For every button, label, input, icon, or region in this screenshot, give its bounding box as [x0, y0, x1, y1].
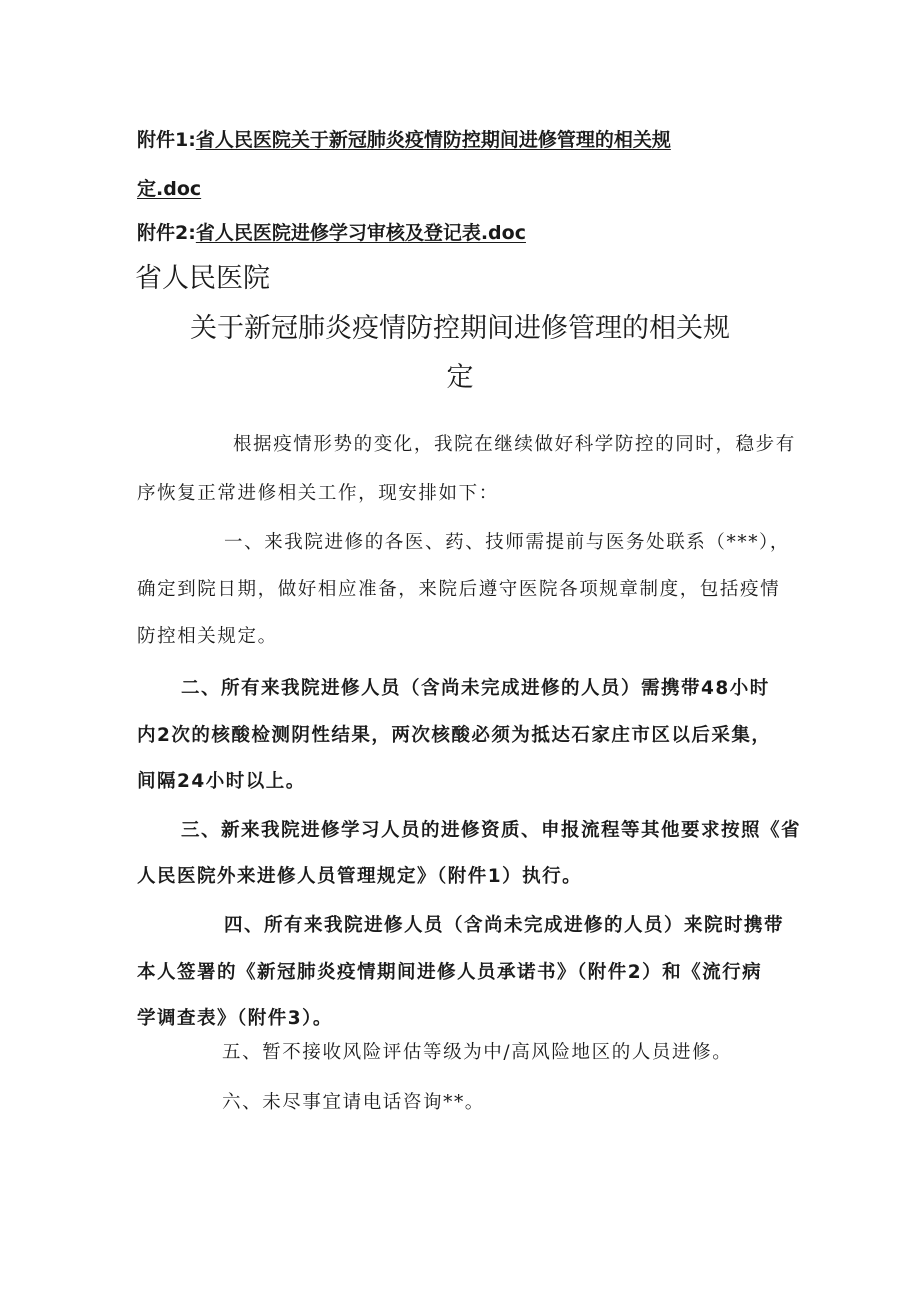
- intro-line-2: 序恢复正常进修相关工作，现安排如下：: [137, 483, 499, 504]
- attachment-1: [137, 127, 671, 153]
- attachment-1-link[interactable]: 省人民医院关于新冠肺炎疫情防控期间进修管理的相关规: [195, 129, 671, 151]
- item-2-line-3: 间隔24小时以上。: [137, 771, 306, 792]
- attachment-1-continued: [137, 176, 201, 202]
- attachment-2-link[interactable]: 省人民医院进修学习审核及登记表.doc: [195, 222, 526, 244]
- attachment-1-prefix: 附件1:: [137, 129, 196, 151]
- item-1-line-3: 防控相关规定。: [137, 626, 278, 647]
- item-1-line-1: 一、来我院进修的各医、药、技师需提前与医务处联系（***），: [224, 532, 791, 553]
- document-title-line-2: 定: [446, 362, 474, 393]
- item-3-line-1: 三、新来我院进修学习人员的进修资质、申报流程等其他要求按照《省: [181, 820, 802, 841]
- attachment-2: [137, 220, 526, 246]
- org-name: 省人民医院: [135, 263, 270, 294]
- item-1-line-2: 确定到院日期，做好相应准备，来院后遵守医院各项规章制度，包括疫情: [137, 579, 781, 600]
- item-6: 六、未尽事宜请电话咨询**。: [222, 1092, 485, 1113]
- attachment-1-link-continued[interactable]: 定.doc: [137, 178, 202, 200]
- intro-line-1: 根据疫情形势的变化，我院在继续做好科学防控的同时，稳步有: [233, 434, 796, 455]
- item-2-line-2: 内2次的核酸检测阴性结果，两次核酸必须为抵达石家庄市区以后采集，: [137, 725, 772, 746]
- item-4-line-1: 四、所有来我院进修人员（含尚未完成进修的人员）来院时携带: [224, 915, 785, 936]
- item-2-line-1: 二、所有来我院进修人员（含尚未完成进修的人员）需携带48小时: [181, 678, 770, 699]
- document-title-line-1: 关于新冠肺炎疫情防控期间进修管理的相关规: [190, 313, 730, 344]
- item-3-line-2: 人民医院外来进修人员管理规定》（附件1）执行。: [137, 866, 583, 887]
- attachment-2-prefix: 附件2:: [137, 222, 196, 244]
- item-4-line-2: 本人签署的《新冠肺炎疫情期间进修人员承诺书》（附件2）和《流行病: [137, 962, 763, 983]
- item-4-line-3: 学调查表》（附件3）。: [137, 1008, 333, 1029]
- item-5: 五、暂不接收风险评估等级为中/高风险地区的人员进修。: [222, 1042, 733, 1063]
